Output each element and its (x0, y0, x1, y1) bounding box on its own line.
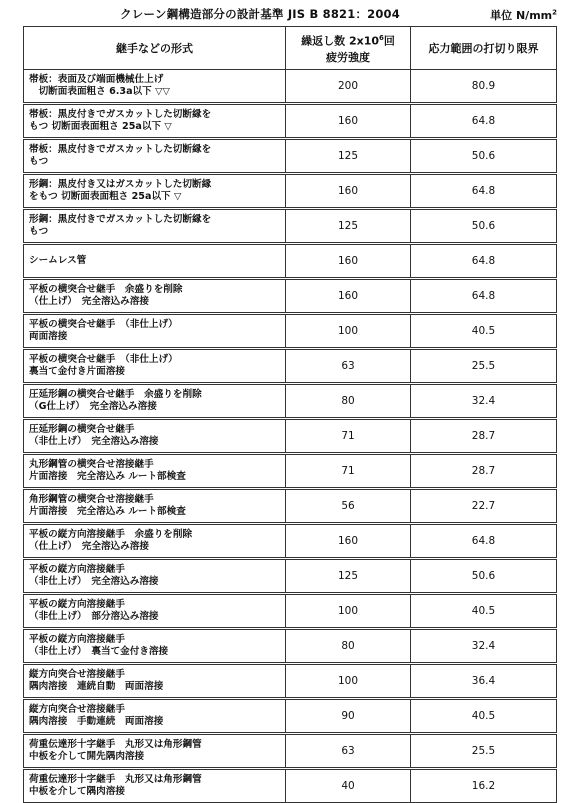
table-row (24, 559, 557, 594)
stress-limit-cell: 50.6 (411, 139, 557, 174)
fatigue-strength-cell: 160 (286, 279, 411, 314)
joint-type-cell: 平板の横突合せ継手 余盛りを削除 （仕上げ） 完全溶込み溶接 (24, 279, 286, 314)
stress-limit-cell: 36.4 (411, 664, 557, 699)
table-row (24, 699, 557, 734)
table-row (24, 664, 557, 699)
table-row (24, 524, 557, 559)
stress-limit-cell: 50.6 (411, 559, 557, 594)
table-row (24, 209, 557, 244)
fatigue-strength-cell: 125 (286, 139, 411, 174)
fatigue-strength-cell: 200 (286, 70, 411, 104)
fatigue-strength-cell: 40 (286, 769, 411, 803)
joint-type-cell: 形鋼：黒皮付き又はガスカットした切断縁 をもつ 切断面表面粗さ 25a以下 ▽ (24, 174, 286, 209)
joint-type-cell: 圧延形鋼の横突合せ継手 （非仕上げ） 完全溶込み溶接 (24, 419, 286, 454)
joint-type-cell: 荷重伝達形十字継手 丸形又は角形鋼管 中板を介して隅肉溶接 (24, 769, 286, 803)
stress-limit-cell: 22.7 (411, 489, 557, 524)
fatigue-strength-cell: 100 (286, 314, 411, 349)
header-stress-range-limit: 応力範囲の打切り限界 (411, 27, 557, 70)
table-row (24, 419, 557, 454)
joint-type-cell: 角形鋼管の横突合せ溶接継手 片面溶接 完全溶込み ルート部検査 (24, 489, 286, 524)
stress-limit-cell: 28.7 (411, 454, 557, 489)
fatigue-strength-cell: 63 (286, 349, 411, 384)
stress-limit-cell: 64.8 (411, 244, 557, 279)
table-row (24, 314, 557, 349)
fatigue-strength-cell: 100 (286, 594, 411, 629)
joint-type-cell: 帯板：黒皮付きでガスカットした切断縁を もつ (24, 139, 286, 174)
table-row (24, 139, 557, 174)
joint-type-cell: 帯板：黒皮付きでガスカットした切断縁を もつ 切断面表面粗さ 25a以下 ▽ (24, 104, 286, 139)
joint-type-cell: 平板の縦方向溶接継手 （非仕上げ） 部分溶込み溶接 (24, 594, 286, 629)
joint-type-cell: 縦方向突合せ溶接継手 隅肉溶接 連続自動 両面溶接 (24, 664, 286, 699)
fatigue-strength-cell: 160 (286, 104, 411, 139)
table-row (24, 279, 557, 314)
stress-limit-cell: 80.9 (411, 70, 557, 104)
joint-type-cell: 平板の縦方向溶接継手 （非仕上げ） 完全溶込み溶接 (24, 559, 286, 594)
header-joint-type: 継手などの形式 (24, 27, 286, 70)
fatigue-strength-cell: 100 (286, 664, 411, 699)
table-row (24, 70, 557, 104)
joint-type-cell: 平板の横突合せ継手 （非仕上げ） 両面溶接 (24, 314, 286, 349)
joint-type-cell: 帯板：表面及び端面機械仕上げ 切断面表面粗さ 6.3a以下 ▽▽ (24, 70, 286, 104)
stress-limit-cell: 50.6 (411, 209, 557, 244)
joint-type-cell: 縦方向突合せ溶接継手 隅肉溶接 手動連続 両面溶接 (24, 699, 286, 734)
stress-limit-cell: 32.4 (411, 629, 557, 664)
stress-limit-cell: 25.5 (411, 734, 557, 769)
stress-limit-cell: 64.8 (411, 279, 557, 314)
fatigue-strength-cell: 71 (286, 419, 411, 454)
joint-type-cell: 丸形鋼管の横突合せ溶接継手 片面溶接 完全溶込み ルート部検査 (24, 454, 286, 489)
fatigue-strength-cell: 71 (286, 454, 411, 489)
fatigue-strength-cell: 80 (286, 629, 411, 664)
fatigue-strength-cell: 125 (286, 559, 411, 594)
fatigue-strength-cell: 80 (286, 384, 411, 419)
stress-limit-cell: 25.5 (411, 349, 557, 384)
design-standard-table (23, 26, 557, 803)
fatigue-strength-cell: 63 (286, 734, 411, 769)
fatigue-strength-cell: 160 (286, 174, 411, 209)
fatigue-strength-cell: 90 (286, 699, 411, 734)
fatigue-strength-cell: 125 (286, 209, 411, 244)
stress-limit-cell: 64.8 (411, 174, 557, 209)
header-fatigue-strength: 繰返し数 $2x10^6$回 疲労強度 (286, 27, 411, 70)
page-title: クレーン鋼構造部分の設計基準 JIS B 8821：2004 (120, 7, 400, 21)
table-row (24, 629, 557, 664)
table-row (24, 349, 557, 384)
table-row (24, 769, 557, 803)
joint-type-cell: 形鋼：黒皮付きでガスカットした切断縁を もつ (24, 209, 286, 244)
fatigue-strength-cell: 160 (286, 524, 411, 559)
joint-type-cell: 荷重伝達形十字継手 丸形又は角形鋼管 中板を介して開先隅肉溶接 (24, 734, 286, 769)
table-row (24, 174, 557, 209)
fatigue-strength-cell: 56 (286, 489, 411, 524)
stress-limit-cell: 64.8 (411, 524, 557, 559)
joint-type-cell: 平板の横突合せ継手 （非仕上げ） 裏当て金付き片面溶接 (24, 349, 286, 384)
fatigue-strength-cell: 160 (286, 244, 411, 279)
table-row (24, 489, 557, 524)
table-header-row (24, 27, 557, 70)
joint-type-cell: 圧延形鋼の横突合せ継手 余盛りを削除 （G仕上げ） 完全溶込み溶接 (24, 384, 286, 419)
joint-type-cell: シームレス管 (24, 244, 286, 279)
stress-limit-cell: 40.5 (411, 594, 557, 629)
table-row (24, 384, 557, 419)
stress-limit-cell: 16.2 (411, 769, 557, 803)
stress-limit-cell: 40.5 (411, 699, 557, 734)
table-row (24, 104, 557, 139)
table-row (24, 244, 557, 279)
table-row (24, 734, 557, 769)
table-row (24, 594, 557, 629)
table-row (24, 454, 557, 489)
unit-label: 単位 $N/mm^2$ (490, 8, 557, 22)
stress-limit-cell: 32.4 (411, 384, 557, 419)
joint-type-cell: 平板の縦方向溶接継手 （非仕上げ） 裏当て金付き溶接 (24, 629, 286, 664)
joint-type-cell: 平板の縦方向溶接継手 余盛りを削除 （仕上げ） 完全溶込み溶接 (24, 524, 286, 559)
stress-limit-cell: 40.5 (411, 314, 557, 349)
stress-limit-cell: 28.7 (411, 419, 557, 454)
stress-limit-cell: 64.8 (411, 104, 557, 139)
